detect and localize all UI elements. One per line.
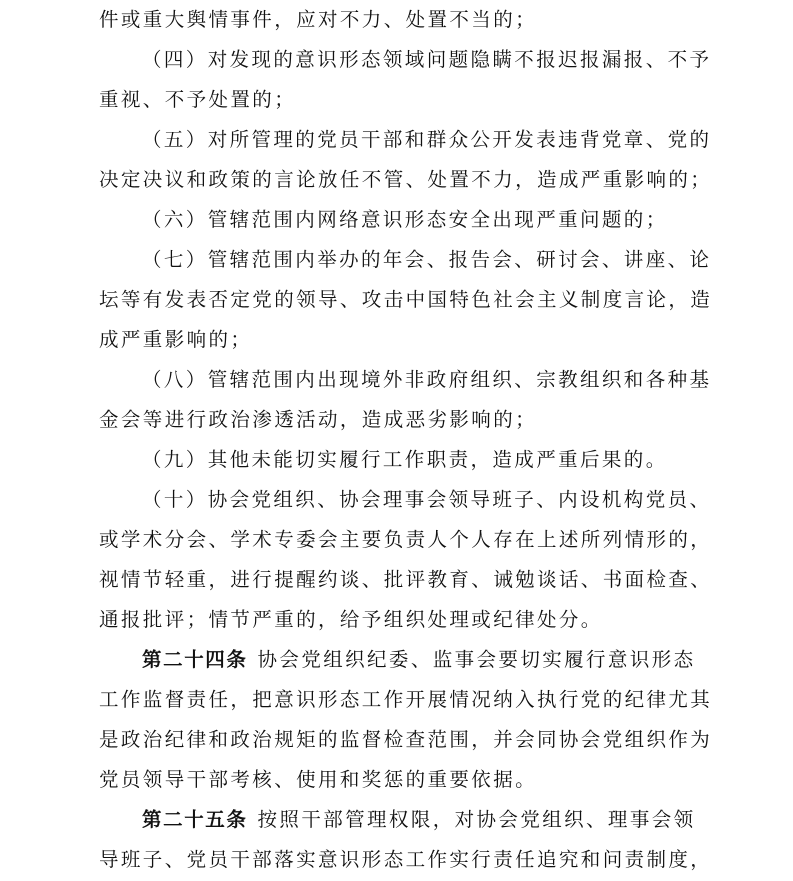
- body-text-line: 决定决议和政策的言论放任不管、处置不力，造成严重影响的；: [99, 168, 713, 191]
- article-24-first-line: [142, 648, 742, 672]
- body-text-line: 金会等进行政治渗透活动，造成恶劣影响的；: [99, 408, 538, 431]
- body-text-line: 重视、不予处置的；: [99, 88, 297, 111]
- article-25-text: 按照干部管理权限，对协会党组织、理事会领: [257, 808, 696, 831]
- article-24-text: 协会党组织纪委、监事会要切实履行意识形态: [257, 648, 696, 671]
- list-item-five: （五）对所管理的党员干部和群众公开发表违背党章、党的: [142, 128, 712, 151]
- list-item-seven: （七）管辖范围内举办的年会、报告会、研讨会、讲座、论: [142, 248, 712, 271]
- article-24-heading: 第二十四条: [142, 648, 248, 671]
- article-25-line: 导班子、党员干部落实意识形态工作实行责任追究和问责制度，: [99, 848, 713, 871]
- body-text-line: 成严重影响的；: [99, 328, 253, 351]
- article-24-line: 是政治纪律和政治规矩的监督检查范围，并会同协会党组织作为: [99, 728, 713, 751]
- body-text-line: 或学术分会、学术专委会主要负责人个人存在上述所列情形的，: [99, 528, 713, 551]
- body-text-line: 件或重大舆情事件，应对不力、处置不当的；: [99, 8, 538, 31]
- list-item-nine: （九）其他未能切实履行工作职责，造成严重后果的。: [142, 448, 668, 471]
- article-25-first-line: [142, 808, 742, 832]
- article-24-line: 党员领导干部考核、使用和奖惩的重要依据。: [99, 768, 538, 791]
- list-item-six: （六）管辖范围内网络意识形态安全出现严重问题的；: [142, 208, 668, 231]
- article-24-line: 工作监督责任，把意识形态工作开展情况纳入执行党的纪律尤其: [99, 688, 713, 711]
- list-item-four: （四）对发现的意识形态领域问题隐瞒不报迟报漏报、不予: [142, 48, 712, 71]
- body-text-line: 视情节轻重，进行提醒约谈、批评教育、诫勉谈话、书面检查、: [99, 568, 713, 591]
- list-item-ten: （十）协会党组织、协会理事会领导班子、内设机构党员、: [142, 488, 712, 511]
- body-text-line: 坛等有发表否定党的领导、攻击中国特色社会主义制度言论，造: [99, 288, 713, 311]
- body-text-line: 通报批评；情节严重的，给予组织处理或纪律处分。: [99, 608, 603, 631]
- article-25-heading: 第二十五条: [142, 808, 248, 831]
- list-item-eight: （八）管辖范围内出现境外非政府组织、宗教组织和各种基: [142, 368, 712, 391]
